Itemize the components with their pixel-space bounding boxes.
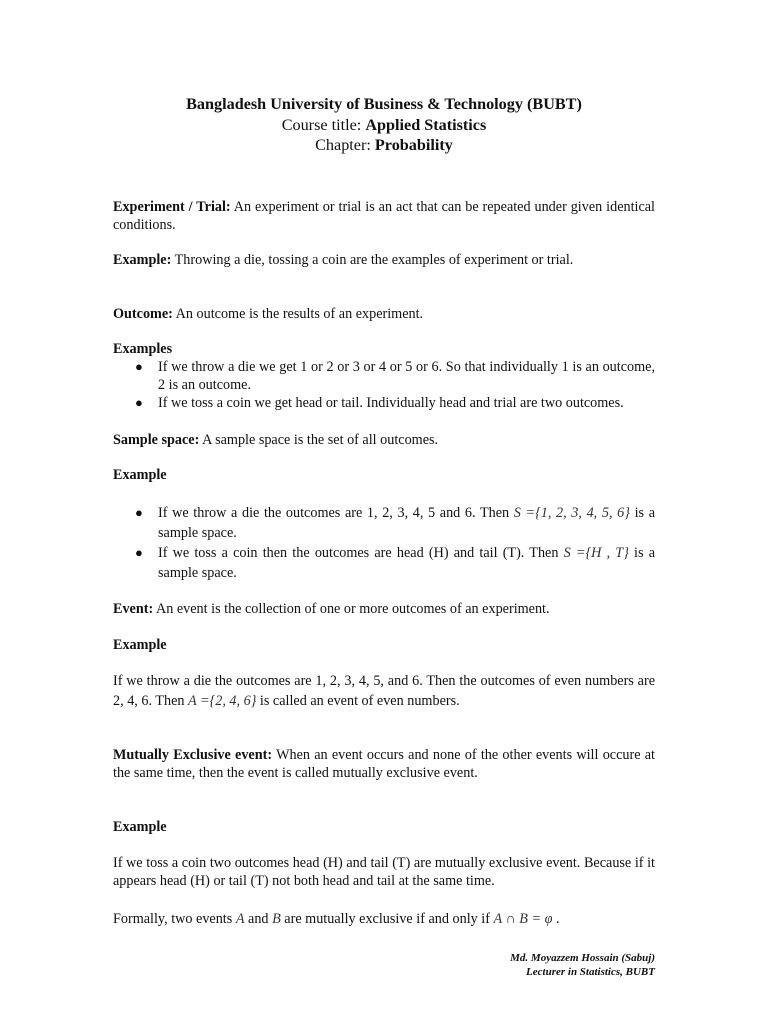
event-a-symbol: A — [235, 910, 245, 927]
sample-space-die-formula: S ={1, 2, 3, 4, 5, 6} — [513, 504, 630, 521]
event-b-symbol: B — [272, 910, 281, 927]
university-name: Bangladesh University of Business & Technology (BUBT) — [186, 95, 582, 113]
document-footer — [510, 951, 655, 979]
mutually-exclusive-definition: Mutually Exclusive event: When an event occurs and none of the other events will occure at the same time, then the event is called mutually exclusive event. — [113, 746, 656, 781]
sample-space-coin-formula: S ={H , T} — [563, 544, 629, 561]
chapter-title: Chapter: Probability — [315, 136, 453, 154]
author-name: Md. Moyazzem Hossain (Sabuj) — [510, 952, 655, 964]
event-term: Event: — [113, 600, 154, 617]
sample-space-example-heading: Example — [113, 466, 167, 483]
list-item: ● If we throw a die the outcomes are 1, 2, 3, 4, 5 and 6. Then S ={1, 2, 3, 4, 5, 6} is a sample space. — [135, 504, 655, 541]
event-example: If we throw a die the outcomes are 1, 2, 3, 4, 5, and 6. Then the outcomes of even numbers are 2, 4, 6. Then A ={2, 4, 6} is called an event of even numbers. — [113, 672, 655, 709]
mutually-exclusive-term: Mutually Exclusive event: — [113, 746, 273, 763]
document-page — [113, 94, 655, 930]
bullet-icon: ● — [135, 544, 143, 560]
author-role: Lecturer in Statistics, BUBT — [526, 966, 655, 978]
mutually-exclusive-formal: Formally, two events A and B are mutually exclusive if and only if A ∩ B = φ . — [113, 910, 560, 927]
list-item: ● If we toss a coin then the outcomes are head (H) and tail (T). Then S ={H , T} is a sample space. — [135, 544, 655, 581]
document-header — [113, 94, 655, 156]
outcome-examples-list — [113, 358, 655, 412]
list-item: ● If we throw a die we get 1 or 2 or 3 or 4 or 5 or 6. So that individually 1 is an outcome, 2 is an outcome. — [135, 358, 655, 393]
bullet-icon: ● — [135, 358, 143, 374]
list-item: ● If we toss a coin we get head or tail. Individually head and trial are two outcomes. — [135, 394, 624, 411]
experiment-definition: Experiment / Trial: An experiment or trial is an act that can be repeated under given identical conditions. — [113, 198, 655, 233]
mutually-exclusive-example-heading: Example — [113, 818, 167, 835]
experiment-term: Experiment / Trial: — [113, 198, 231, 215]
course-title: Course title: Applied Statistics — [281, 115, 487, 134]
mutually-exclusive-example: If we toss a coin two outcomes head (H) and tail (T) are mutually exclusive event. Because if it appears head (H) or tail (T) not both head and tail at the same time. — [113, 854, 655, 889]
event-definition: Event: An event is the collection of one or more outcomes of an experiment. — [113, 600, 550, 617]
intersection-formula: A ∩ B = φ — [493, 910, 553, 927]
bullet-icon: ● — [135, 504, 143, 520]
bullet-icon: ● — [135, 394, 143, 410]
outcome-examples-heading: Examples — [113, 340, 173, 357]
sample-space-term: Sample space: — [113, 431, 200, 448]
event-formula: A ={2, 4, 6} — [188, 692, 257, 709]
example-term: Example: — [113, 251, 172, 268]
event-example-heading: Example — [113, 636, 167, 653]
outcome-term: Outcome: — [113, 305, 173, 322]
sample-space-definition: Sample space: A sample space is the set of all outcomes. — [113, 431, 439, 448]
experiment-example: Example: Throwing a die, tossing a coin are the examples of experiment or trial. — [113, 251, 574, 268]
sample-space-examples-list — [113, 503, 655, 583]
outcome-definition: Outcome: An outcome is the results of an experiment. — [113, 305, 424, 322]
